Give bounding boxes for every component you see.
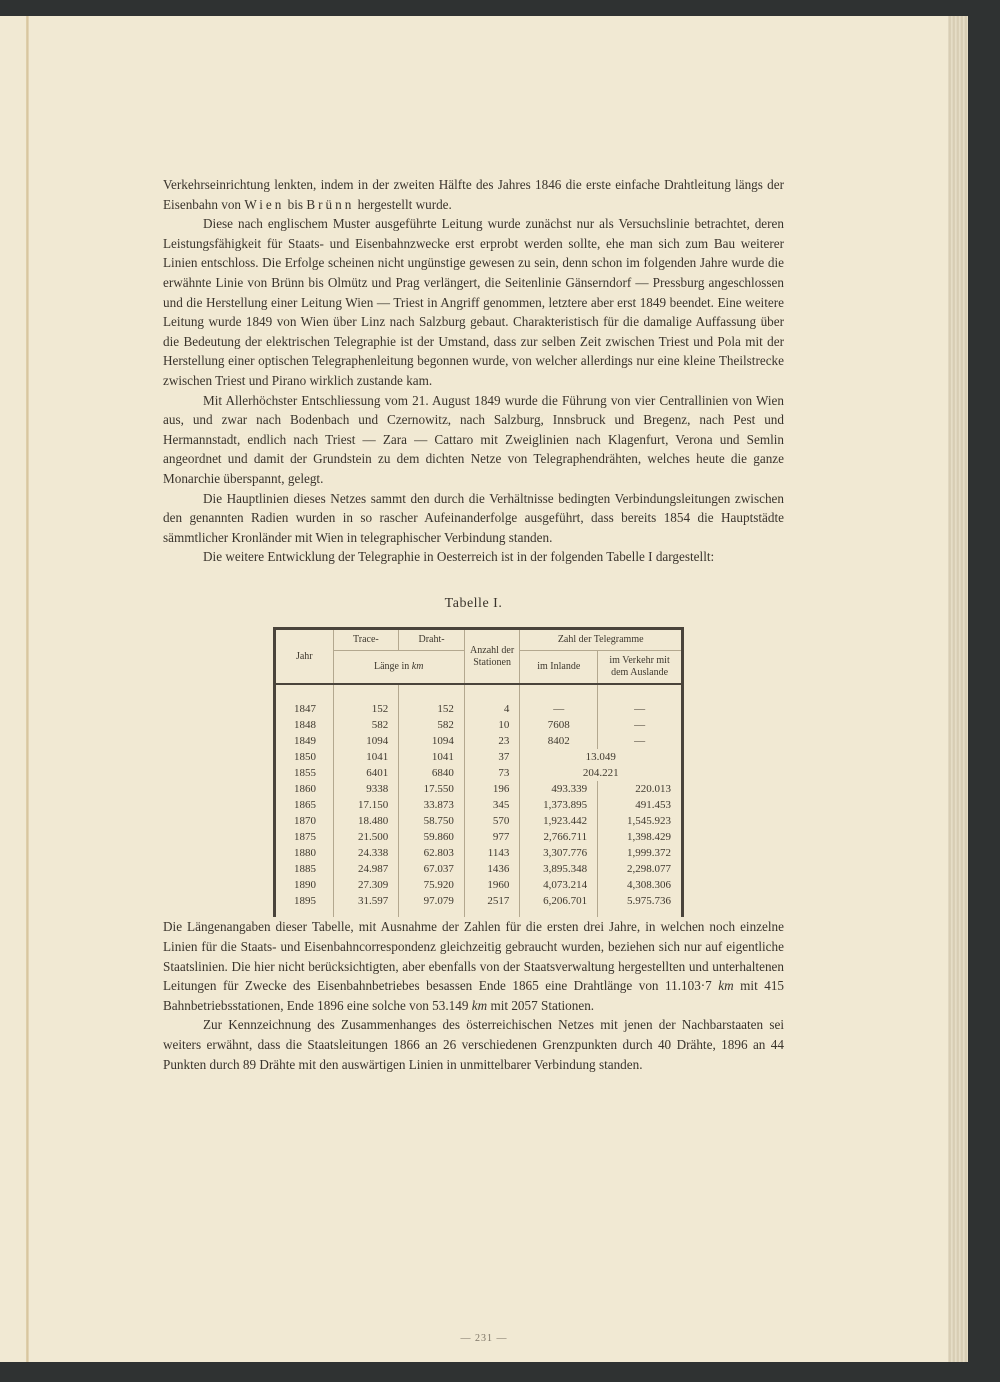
cell-draht: 62.803: [399, 845, 465, 861]
text-run: mit 415 Bahnbetriebsstationen, Ende 1896 eine solche von 53.149: [163, 978, 785, 1013]
text-run: mit 2057 Stationen.: [487, 997, 595, 1013]
table-row: [275, 717, 683, 733]
cell-draht: 33.873: [399, 797, 465, 813]
spaced-place-name: Wien: [244, 196, 285, 212]
page-number: — 231 —: [460, 1333, 508, 1344]
table-row: [275, 765, 683, 781]
table-row: [275, 813, 683, 829]
paragraph: Diese nach englischem Muster ausgeführte Leitung wurde zunächst nur als Versuchslinie betrachtet, deren Leistungsfähigkeit für Staats- und Eisenbahnzwecke erst erprobt werden sollte, ehe man sich zum Bau weiterer Linien entschloss. Die Erfolge scheinen nicht ungünstige gewesen zu sein, denn schon im folgenden Jahre wurde die erwähnte Linie von Brünn bis Olmütz und Prag verlängert, die Seitenlinie Gänserndorf — Pressburg angeschlossen und die Herstellung einer Leitung Wien — Triest in Angriff genommen, letztere aber erst 1849 beendet. Eine weitere Leitung wurde 1849 von Wien über Linz nach Salzburg gebaut. Charakteristisch für die damalige Auffassung über die Bedeutung der elektrischen Telegraphie ist der Umstand, dass zur selben Zeit zwischen Triest und Pola mit der Herstellung einer optischen Telegraphenleitung begonnen wurde, von welcher allerdings nur eine kleine Theilstrecke zwischen Triest und Pirano wirklich zustande kam.: [163, 216, 784, 388]
table-row: [275, 845, 683, 861]
page-gutter: [26, 16, 29, 1362]
paragraph: Mit Allerhöchster Entschliessung vom 21. August 1849 wurde die Führung von vier Centrallinien von Wien aus, und zwar nach Bodenbach und Czernowitz, nach Salzburg, Innsbruck und Bregenz, nach Pest und Hermannstadt, endlich nach Triest — Zara — Cattaro mit Zweiglinien nach Klagenfurt, Verona und Semlin angeordnet und damit der Grundstein zu dem dichten Netze von Telegraphendrähten, welches heute die ganze Monarchie überspannt, gelegt.: [163, 392, 784, 486]
header-telegrams: Zahl der Telegramme: [520, 629, 683, 651]
cell-stations: 73: [464, 765, 520, 781]
cell-draht: 75.920: [399, 877, 465, 893]
cell-stations: 10: [464, 717, 520, 733]
cell-foreign: —: [598, 733, 683, 749]
cell-foreign: 220.013: [598, 781, 683, 797]
table-row: [275, 877, 683, 893]
cell-inland: 493.339: [520, 781, 598, 797]
header-draht: Draht-: [399, 629, 465, 651]
text-run: bis: [284, 196, 307, 212]
header-length-label: Länge in: [373, 661, 412, 673]
paragraph: [163, 917, 784, 1015]
table-row: [275, 701, 683, 717]
cell-stations: 570: [464, 813, 520, 829]
spaced-place-name: Brünn: [306, 196, 355, 212]
cell-trace: 24.338: [333, 845, 399, 861]
table-row: [275, 733, 683, 749]
unit-km: km: [718, 978, 734, 994]
header-year: Jahr: [275, 629, 334, 685]
text-run: Die Längenangaben dieser Tabelle, mit Ausnahme der Zahlen für die ersten drei Jahre, in welchen noch einzelne Linien für die Staats- und Eisenbahncorrespondenz gleichzeitig gebraucht wurden, beziehen sich nur auf eigentliche Staatslinien. Die hier nicht berücksichtigten, aber ebenfalls von der Staatsverwaltung hergestellten und unterhaltenen Leitungen für Zwecke des Eisenbahnbetriebes besassen Ende 1865 eine Drahtlänge von 11.103·7: [163, 919, 784, 994]
cell-foreign: 491.453: [598, 797, 683, 813]
cell-draht: 59.860: [399, 829, 465, 845]
cell-trace: 27.309: [333, 877, 399, 893]
cell-trace: 17.150: [333, 797, 399, 813]
cell-trace: 18.480: [333, 813, 399, 829]
cell-stations: 1143: [464, 845, 520, 861]
cell-telegrams-combined: 13.049: [520, 749, 683, 765]
table-row: [275, 893, 683, 917]
cell-foreign: 5.975.736: [598, 893, 683, 917]
cell-stations: 1960: [464, 877, 520, 893]
text-run: Verkehrseinrichtung lenkten, indem in der zweiten Hälfte des Jahres 1846 die erste einfache Drahtleitung längs der Eisenbahn von: [163, 177, 784, 212]
cell-trace: 1094: [333, 733, 399, 749]
cell-draht: 582: [399, 717, 465, 733]
cell-draht: 1094: [399, 733, 465, 749]
cell-foreign: —: [598, 717, 683, 733]
cell-year: 1849: [275, 733, 334, 749]
cell-trace: 6401: [333, 765, 399, 781]
table-row: [275, 797, 683, 813]
cell-inland: 3,895.348: [520, 861, 598, 877]
cell-year: 1860: [275, 781, 334, 797]
header-foreign: im Verkehr mit dem Auslande: [598, 651, 683, 685]
cell-year: 1847: [275, 701, 334, 717]
cell-inland: 4,073.214: [520, 877, 598, 893]
cell-inland: 6,206.701: [520, 893, 598, 917]
book-page: [0, 16, 968, 1362]
cell-trace: 152: [333, 701, 399, 717]
cell-year: 1890: [275, 877, 334, 893]
cell-draht: 6840: [399, 765, 465, 781]
cell-year: 1880: [275, 845, 334, 861]
page-edge: [948, 16, 968, 1362]
cell-trace: 1041: [333, 749, 399, 765]
telegraph-statistics-table: [273, 627, 684, 917]
cell-foreign: 2,298.077: [598, 861, 683, 877]
cell-stations: 1436: [464, 861, 520, 877]
cell-year: 1885: [275, 861, 334, 877]
cell-draht: 97.079: [399, 893, 465, 917]
cell-year: 1855: [275, 765, 334, 781]
table-row: [275, 861, 683, 877]
header-trace: Trace-: [333, 629, 399, 651]
cell-draht: 67.037: [399, 861, 465, 877]
table-row: [275, 829, 683, 845]
cell-year: 1848: [275, 717, 334, 733]
cell-inland: 2,766.711: [520, 829, 598, 845]
header-stations: Anzahl der Stationen: [464, 629, 520, 685]
cell-stations: 2517: [464, 893, 520, 917]
cell-trace: 21.500: [333, 829, 399, 845]
text-run: hergestellt wurde.: [354, 196, 452, 212]
cell-stations: 196: [464, 781, 520, 797]
cell-draht: 152: [399, 701, 465, 717]
cell-year: 1870: [275, 813, 334, 829]
table-container: [273, 627, 684, 917]
paragraph: Die weitere Entwicklung der Telegraphie in Oesterreich ist in der folgenden Tabelle I dargestellt:: [203, 549, 715, 565]
cell-draht: 1041: [399, 749, 465, 765]
cell-stations: 345: [464, 797, 520, 813]
cell-stations: 4: [464, 701, 520, 717]
cell-foreign: 4,308.306: [598, 877, 683, 893]
cell-stations: 23: [464, 733, 520, 749]
cell-year: 1875: [275, 829, 334, 845]
cell-inland: 1,923.442: [520, 813, 598, 829]
cell-foreign: 1,545.923: [598, 813, 683, 829]
cell-stations: 37: [464, 749, 520, 765]
cell-inland: 3,307.776: [520, 845, 598, 861]
cell-trace: 24.987: [333, 861, 399, 877]
page-body: [163, 175, 784, 1074]
paragraph: Die Hauptlinien dieses Netzes sammt den durch die Verhältnisse bedingten Verbindungsleitungen zwischen den genannten Radien wurden in so rascher Aufeinanderfolge ausgeführt, dass bereits 1854 die Hauptstädte sämmtlicher Kronländer mit Wien in telegraphischer Verbindung standen.: [163, 490, 784, 545]
cell-trace: 582: [333, 717, 399, 733]
header-length: [333, 651, 464, 685]
cell-foreign: 1,398.429: [598, 829, 683, 845]
cell-inland: —: [520, 701, 598, 717]
header-inland: im Inlande: [520, 651, 598, 685]
header-length-unit: km: [411, 661, 424, 673]
cell-inland: 8402: [520, 733, 598, 749]
cell-foreign: 1,999.372: [598, 845, 683, 861]
paragraph-continuation: [163, 175, 784, 214]
cell-foreign: —: [598, 701, 683, 717]
cell-stations: 977: [464, 829, 520, 845]
cell-trace: 9338: [333, 781, 399, 797]
cell-year: 1865: [275, 797, 334, 813]
cell-telegrams-combined: 204.221: [520, 765, 683, 781]
cell-inland: 7608: [520, 717, 598, 733]
cell-draht: 17.550: [399, 781, 465, 797]
cell-draht: 58.750: [399, 813, 465, 829]
cell-inland: 1,373.895: [520, 797, 598, 813]
table-row: [275, 749, 683, 765]
cell-year: 1895: [275, 893, 334, 917]
table-title: Tabelle I.: [444, 595, 503, 611]
table-row: [275, 781, 683, 797]
paragraph: Zur Kennzeichnung des Zusammenhanges des österreichischen Netzes mit jenen der Nachbarstaaten sei weiters erwähnt, dass die Staatsleitungen 1866 an 26 verschiedenen Grenzpunkten durch 40 Drähte, 1896 an 44 Punkten durch 89 Drähte mit den auswärtigen Linien in unmittelbarer Verbindung standen.: [163, 1017, 784, 1072]
unit-km: km: [471, 997, 488, 1013]
cell-trace: 31.597: [333, 893, 399, 917]
cell-year: 1850: [275, 749, 334, 765]
